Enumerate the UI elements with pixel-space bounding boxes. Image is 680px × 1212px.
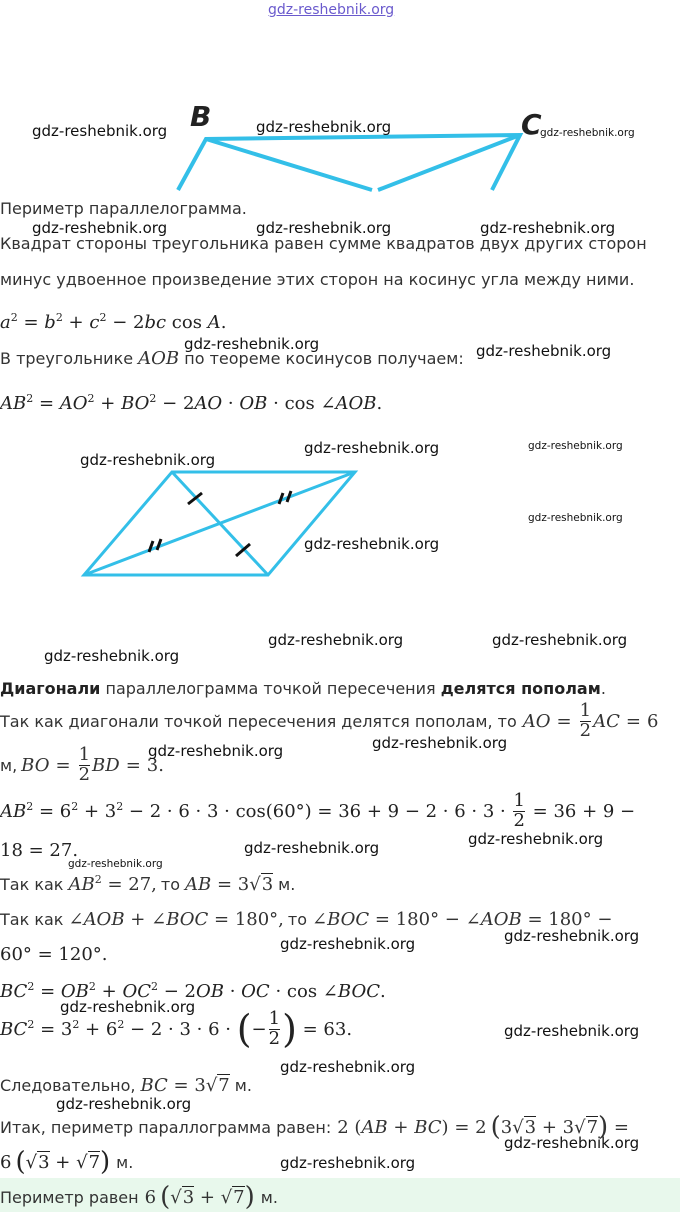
watermark: gdz-reshebnik.org <box>480 219 616 237</box>
diagonals-property <box>0 679 606 698</box>
diagonal-bd <box>172 472 268 575</box>
figure-diagonal-b <box>206 139 372 190</box>
ab-squared-formula: $AB^2 = AO^2 + BO^2 - 2AO$ · OB · cos ∠AOB. <box>0 392 383 414</box>
bc-squared-formula: $BC^2 = OB^2 + OC^2 - 2OB$ · OC · cos ∠BOC. <box>0 980 386 1002</box>
ab-squared-calculation: $AB^2$ = $6^2 + 3^2 - 2 \cdot 6 \cdot 3 \cdot \cos(60^\circ) = 36 + 9 - 2 \cdot 6 \cdot 3$ · $\frac{1}{2}$ = 36 + 9 − <box>0 790 636 831</box>
watermark: gdz-reshebnik.org <box>528 512 623 524</box>
watermark: gdz-reshebnik.org <box>504 1022 640 1040</box>
watermark: gdz-reshebnik.org <box>504 1134 640 1152</box>
ao-statement: Так как диагонали точкой пересечения делятся пополам, то AO = $\frac{1}{2}$ AC = 6 <box>0 700 659 741</box>
itak-text: Итак, периметр параллограмма равен: <box>0 1117 332 1137</box>
unit-m: м. <box>278 874 296 894</box>
section-heading: Периметр параллелограмма. <box>0 199 247 218</box>
answer-prefix: Периметр равен <box>0 1187 139 1207</box>
diag-mid: параллелограмма точкой пересечения <box>105 679 436 698</box>
sincediag-text: Так как диагонали точкой пересечения делятся пополам, то <box>0 711 517 731</box>
watermark: gdz-reshebnik.org <box>148 742 284 760</box>
law-text-line1: Квадрат стороны треугольника равен сумме квадратов двух других сторон <box>0 234 647 253</box>
perimeter-result: 6 ( √3 + √7 ) м. <box>0 1147 134 1177</box>
perimeter-statement: Итак, периметр параллограмма равен: 2 (AB + BC) = 2 ( 3 √3 + 3 √7 ) = <box>0 1112 630 1142</box>
watermark: gdz-reshebnik.org <box>476 342 612 360</box>
watermark: gdz-reshebnik.org <box>184 335 320 353</box>
vertex-label-b: B <box>190 100 212 133</box>
angle-result: 60° = 120°. <box>0 944 108 965</box>
ab-value-statement: Так как $AB^2 = 27$, то AB = 3√3 м. <box>0 873 296 895</box>
parallelogram-partial-figure <box>0 95 680 195</box>
watermark: gdz-reshebnik.org <box>244 839 380 857</box>
vertex-label-c: C <box>521 108 542 141</box>
watermark: gdz-reshebnik.org <box>504 927 640 945</box>
triangle-suffix: по теореме косинусов получаем: <box>184 349 464 368</box>
watermark: gdz-reshebnik.org <box>372 734 508 752</box>
tak-kak: Так как <box>0 910 64 929</box>
bo-statement: м, BO = $\frac{1}{2}$ BD = 3. <box>0 744 164 785</box>
watermark: gdz-reshebnik.org <box>280 935 416 953</box>
diag-bold-1: Диагонали <box>0 679 101 698</box>
watermark: gdz-reshebnik.org <box>528 440 623 452</box>
tick-mark <box>287 491 291 502</box>
answer-suffix: м. <box>260 1187 278 1207</box>
watermark-link[interactable]: gdz-reshebnik.org <box>268 2 395 18</box>
unit-m: м. <box>234 1076 252 1095</box>
bc-value-statement: Следовательно, BC = 3√7 м. <box>0 1075 252 1096</box>
watermark: gdz-reshebnik.org <box>256 118 392 136</box>
watermark: gdz-reshebnik.org <box>256 219 392 237</box>
bc-squared-calculation: $BC^2$ = $3^2 + 6^2 - 2 \cdot 3 \cdot 6$ · ( − $\frac{1}{2}$ ) = 63. <box>0 1007 353 1052</box>
answer-box <box>0 1178 680 1212</box>
unit-m: м. <box>116 1152 134 1172</box>
figure-diagonal-c <box>378 135 520 190</box>
watermark: gdz-reshebnik.org <box>492 631 628 649</box>
watermark: gdz-reshebnik.org <box>540 127 635 139</box>
consequently: Следовательно, <box>0 1076 136 1095</box>
tak-kak: Так как <box>0 874 64 894</box>
to-word: то <box>287 910 308 929</box>
watermark: gdz-reshebnik.org <box>304 439 440 457</box>
diag-bold-2: делятся пополам <box>440 679 601 698</box>
watermark: gdz-reshebnik.org <box>304 535 440 553</box>
watermark: gdz-reshebnik.org <box>68 858 163 870</box>
watermark: gdz-reshebnik.org <box>80 451 216 469</box>
diag-end: . <box>600 679 606 698</box>
law-of-cosines-formula: $a^2 = b^2 + c^2 - 2bc$ cos A. <box>0 311 227 333</box>
tick-mark <box>157 539 161 550</box>
watermark: gdz-reshebnik.org <box>280 1058 416 1076</box>
m-comma: м, <box>0 755 18 775</box>
triangle-prefix: В треугольнике <box>0 349 134 368</box>
to-word: то <box>160 874 181 894</box>
watermark: gdz-reshebnik.org <box>268 631 404 649</box>
watermark: gdz-reshebnik.org <box>32 122 168 140</box>
answer-text: Периметр равен 6 ( √3 + √7 ) м. <box>0 1182 278 1212</box>
watermark: gdz-reshebnik.org <box>468 830 604 848</box>
triangle-statement: В треугольнике AOB по теореме косинусов получаем: <box>0 348 464 369</box>
angle-statement: Так как ∠AOB + ∠BOC = 180°, то ∠BOC = 180° − ∠AOB = 180° − <box>0 909 613 930</box>
ab-squared-result: 18 = 27. <box>0 840 79 861</box>
watermark: gdz-reshebnik.org <box>32 219 168 237</box>
watermark: gdz-reshebnik.org <box>280 1154 416 1172</box>
law-text-line2: минус удвоенное произведение этих сторон на косинус угла между ними. <box>0 270 635 289</box>
tick-mark <box>279 493 283 504</box>
watermark: gdz-reshebnik.org <box>44 647 180 665</box>
watermark: gdz-reshebnik.org <box>60 998 196 1016</box>
watermark: gdz-reshebnik.org <box>56 1095 192 1113</box>
